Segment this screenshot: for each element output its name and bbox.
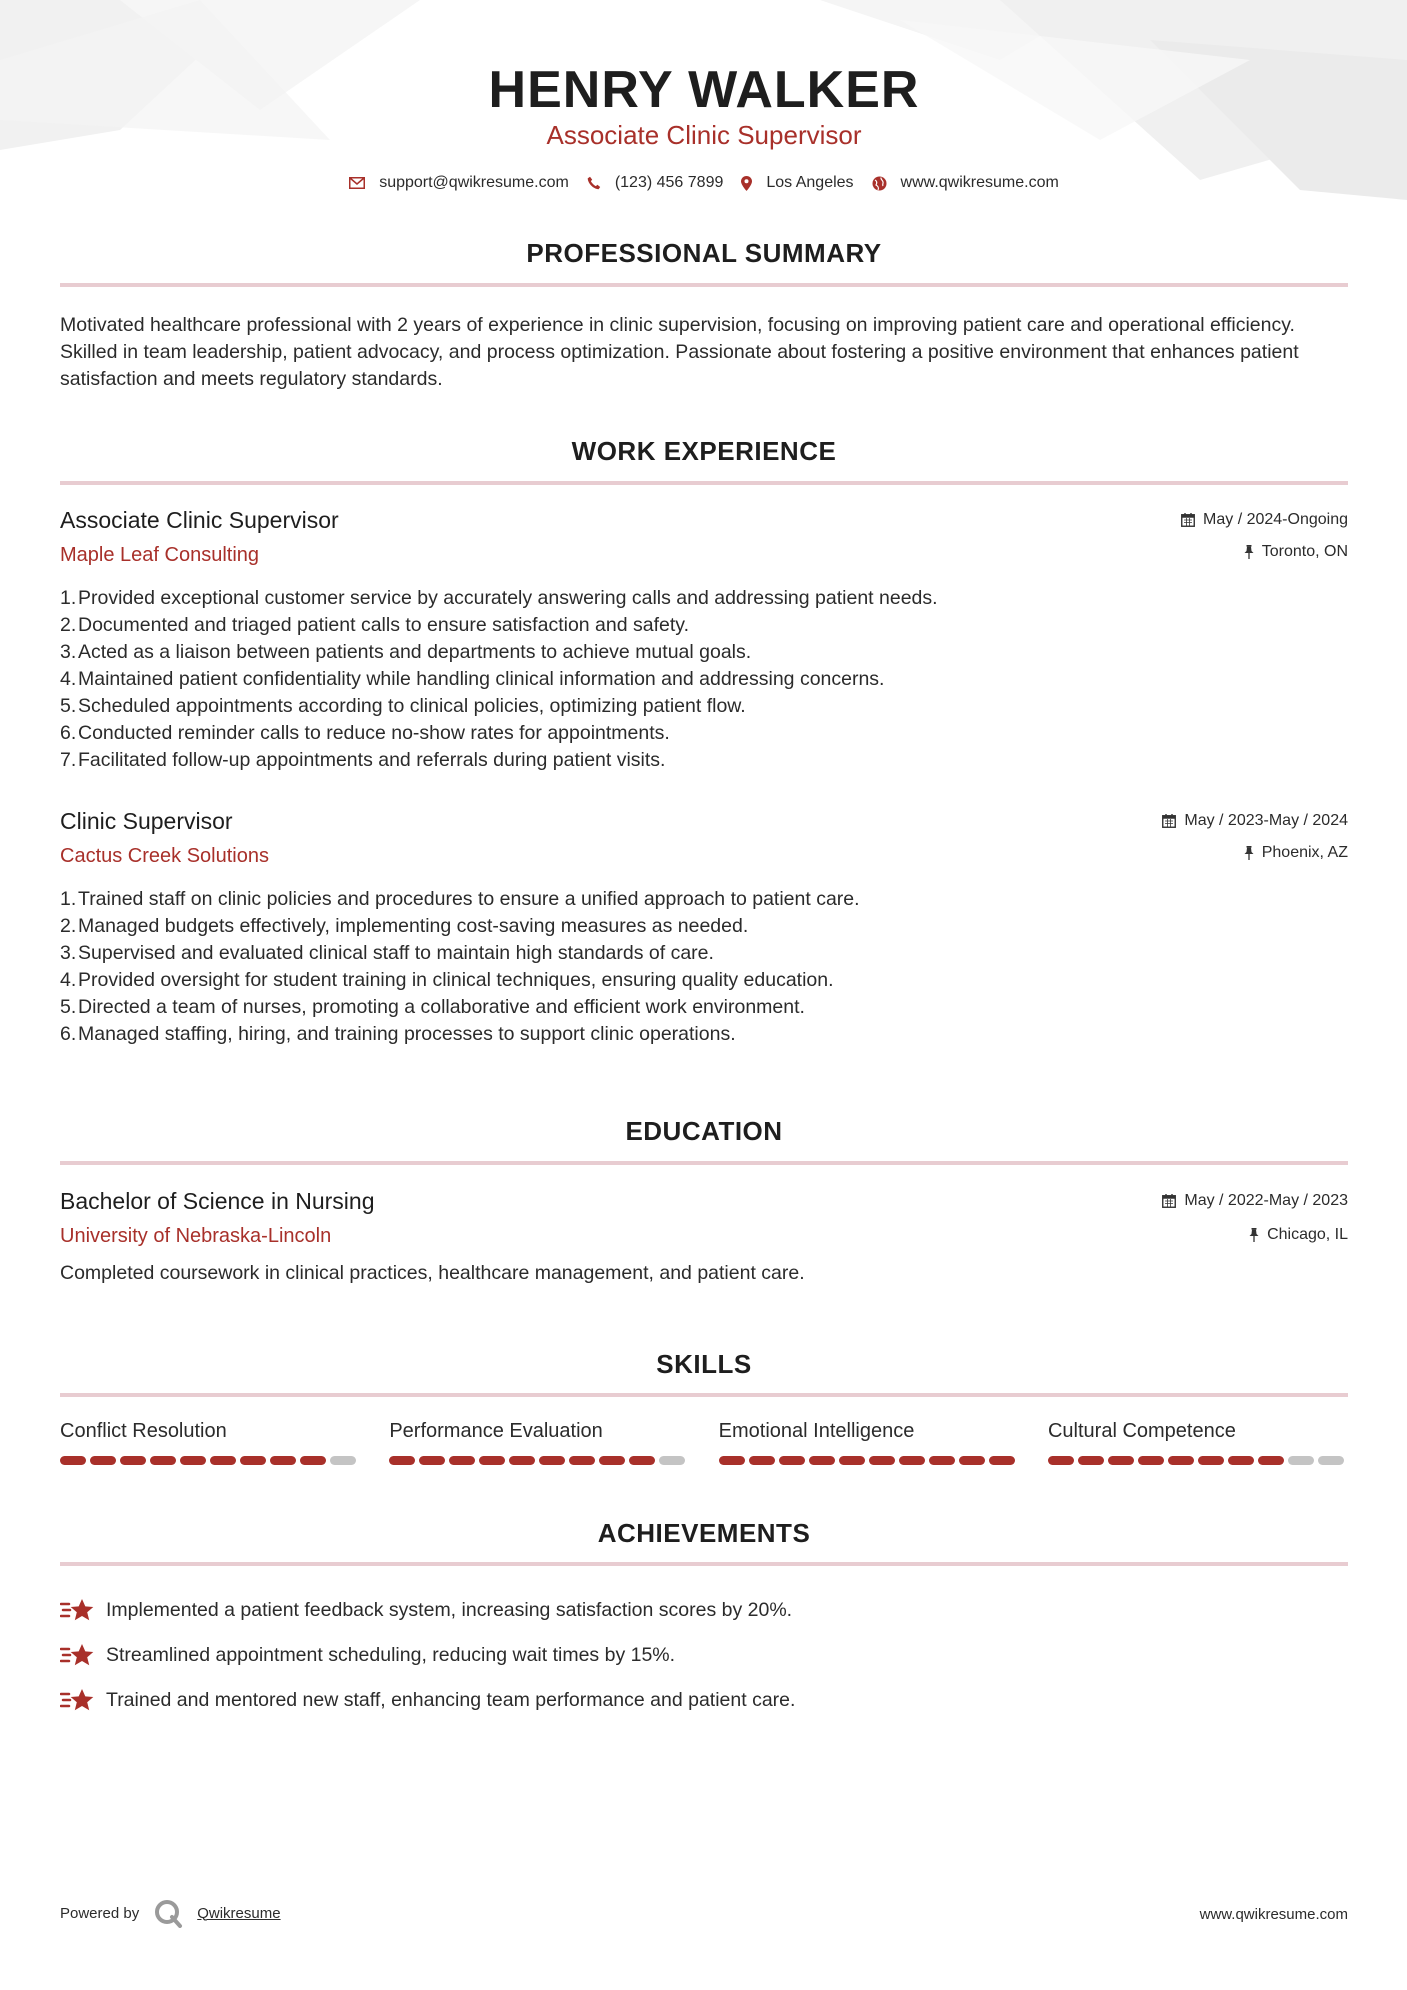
- star-icon: [60, 1686, 96, 1716]
- skill-segment-filled: [749, 1456, 775, 1465]
- achievements-list: [60, 1588, 1348, 1723]
- skill-segment-filled: [120, 1456, 146, 1465]
- list-item: 3. Acted as a liaison between patients and departments to achieve mutual goals.: [60, 639, 1348, 666]
- skill-item: [389, 1420, 689, 1465]
- education-date: [1162, 1192, 1348, 1210]
- bullet-text: Managed budgets effectively, implementing cost-saving measures as needed.: [78, 915, 749, 937]
- skill-segment-filled: [180, 1456, 206, 1465]
- star-icon: [60, 1596, 96, 1626]
- skill-rating-bar: [60, 1456, 360, 1465]
- achievement-text: Trained and mentored new staff, enhancing team performance and patient care.: [106, 1689, 796, 1711]
- contact-website-text: www.qwikresume.com: [900, 174, 1059, 191]
- list-item: 4. Maintained patient confidentiality while handling clinical information and addressing concerns.: [60, 666, 1348, 693]
- achievement-text: Implemented a patient feedback system, increasing satisfaction scores by 20%.: [106, 1599, 793, 1621]
- contact-website[interactable]: [872, 174, 1059, 192]
- job-company: Maple Leaf Consulting: [60, 544, 260, 566]
- footer-website[interactable]: www.qwikresume.com: [1199, 1906, 1348, 1923]
- pushpin-icon: [1244, 545, 1254, 559]
- list-item: 5. Directed a team of nurses, promoting a collaborative and efficient work environment.: [60, 994, 1348, 1021]
- list-item: [60, 1588, 1348, 1633]
- skill-segment-filled: [449, 1456, 475, 1465]
- contact-email-text: support@qwikresume.com: [379, 174, 569, 191]
- bullet-text: Maintained patient confidentiality while handling clinical information and addressing concerns.: [78, 668, 885, 690]
- education-entry: [60, 1188, 1348, 1298]
- list-item: [60, 1678, 1348, 1723]
- pushpin-icon: [1249, 1228, 1259, 1242]
- education-school: University of Nebraska-Lincoln: [60, 1225, 332, 1247]
- skill-segment-filled: [989, 1456, 1015, 1465]
- skill-item: [60, 1420, 360, 1465]
- experience-heading: WORK EXPERIENCE: [571, 436, 837, 466]
- skill-segment-filled: [1258, 1456, 1284, 1465]
- bullet-text: Provided oversight for student training in clinical techniques, ensuring quality education.: [78, 969, 834, 991]
- skill-rating-bar: [1048, 1456, 1348, 1465]
- skill-segment-filled: [509, 1456, 535, 1465]
- job-title: Associate Clinic Supervisor: [60, 507, 339, 533]
- skill-name: Conflict Resolution: [60, 1420, 227, 1442]
- skills-heading: SKILLS: [656, 1349, 752, 1379]
- education-heading: EDUCATION: [625, 1116, 783, 1146]
- list-item: 2. Documented and triaged patient calls to ensure satisfaction and safety.: [60, 612, 1348, 639]
- education-divider: [60, 1161, 1348, 1165]
- skill-segment-empty: [1318, 1456, 1344, 1465]
- bullet-text: Acted as a liaison between patients and departments to achieve mutual goals.: [78, 641, 752, 663]
- list-item: 4. Provided oversight for student training in clinical techniques, ensuring quality education.: [60, 967, 1348, 994]
- contact-phone-text: (123) 456 7899: [614, 174, 724, 191]
- list-item: 5. Scheduled appointments according to clinical policies, optimizing patient flow.: [60, 693, 1348, 720]
- contact-location-text: Los Angeles: [766, 174, 854, 191]
- contact-location: [741, 174, 853, 192]
- skill-segment-filled: [959, 1456, 985, 1465]
- summary-text: Motivated healthcare professional with 2 years of experience in clinic supervision, focusing on improving patient care and operational efficiency. Skilled in team leadership, patient advocacy, and process optimization. Passionate about fostering a positive environment that enhances patient satisfaction and meets regulatory standards.: [60, 314, 1299, 390]
- skill-segment-filled: [1228, 1456, 1254, 1465]
- skill-name: Cultural Competence: [1047, 1420, 1236, 1442]
- map-pin-icon: [741, 176, 752, 191]
- experience-divider: [60, 481, 1348, 485]
- calendar-icon: [1162, 1194, 1176, 1208]
- education-degree: Bachelor of Science in Nursing: [60, 1188, 375, 1214]
- education-location: [1249, 1226, 1348, 1244]
- skill-name: Emotional Intelligence: [718, 1420, 915, 1442]
- skills-list: [60, 1420, 1348, 1465]
- job-bullet-list: [60, 886, 1348, 1048]
- skill-segment-filled: [270, 1456, 296, 1465]
- list-item: 1. Provided exceptional customer service by accurately answering calls and addressing patient needs.: [60, 585, 1348, 612]
- job-date-text: May / 2023-May / 2024: [1184, 812, 1348, 829]
- education-date-text: May / 2022-May / 2023: [1184, 1192, 1348, 1209]
- skill-segment-filled: [599, 1456, 625, 1465]
- qwikresume-logo-icon: [153, 1898, 183, 1928]
- achievements-divider: [60, 1562, 1348, 1566]
- skill-segment-filled: [479, 1456, 505, 1465]
- job-date-text: May / 2024-Ongoing: [1203, 511, 1348, 528]
- job-company: Cactus Creek Solutions: [60, 845, 269, 867]
- bullet-text: Documented and triaged patient calls to ensure satisfaction and safety.: [78, 614, 690, 636]
- skill-item: [1048, 1420, 1348, 1465]
- candidate-name: HENRY WALKER: [488, 61, 920, 119]
- skill-segment-filled: [629, 1456, 655, 1465]
- skill-segment-filled: [90, 1456, 116, 1465]
- skill-segment-filled: [569, 1456, 595, 1465]
- skill-rating-bar: [719, 1456, 1019, 1465]
- skill-segment-filled: [1198, 1456, 1224, 1465]
- bullet-text: Provided exceptional customer service by accurately answering calls and addressing patient needs.: [78, 587, 938, 609]
- bullet-text: Scheduled appointments according to clinical policies, optimizing patient flow.: [78, 695, 746, 717]
- skill-segment-filled: [809, 1456, 835, 1465]
- job-date: [1181, 511, 1348, 529]
- skill-segment-filled: [779, 1456, 805, 1465]
- skill-rating-bar: [389, 1456, 689, 1465]
- education-description: Completed coursework in clinical practices, healthcare management, and patient care.: [60, 1262, 805, 1284]
- skill-segment-filled: [60, 1456, 86, 1465]
- job-title: Clinic Supervisor: [60, 808, 233, 834]
- calendar-icon: [1181, 513, 1195, 527]
- job-entry: [60, 808, 1348, 1068]
- skill-segment-filled: [869, 1456, 895, 1465]
- skill-segment-filled: [240, 1456, 266, 1465]
- calendar-icon: [1162, 814, 1176, 828]
- skill-name: Performance Evaluation: [389, 1420, 603, 1442]
- list-item: 7. Facilitated follow-up appointments and referrals during patient visits.: [60, 747, 1348, 774]
- job-location: [1244, 543, 1348, 561]
- list-item: 3. Supervised and evaluated clinical staff to maintain high standards of care.: [60, 940, 1348, 967]
- skill-segment-filled: [839, 1456, 865, 1465]
- skill-segment-filled: [210, 1456, 236, 1465]
- job-location-text: Toronto, ON: [1261, 543, 1348, 560]
- skill-segment-filled: [899, 1456, 925, 1465]
- powered-by-label: Powered by: [60, 1904, 140, 1922]
- candidate-role: Associate Clinic Supervisor: [546, 120, 862, 150]
- skill-segment-filled: [1108, 1456, 1134, 1465]
- skill-segment-filled: [419, 1456, 445, 1465]
- contact-email[interactable]: [349, 174, 569, 192]
- list-item: 6. Conducted reminder calls to reduce no-show rates for appointments.: [60, 720, 1348, 747]
- contact-bar: [60, 174, 1348, 192]
- footer-brand-link[interactable]: Qwikresume: [197, 1904, 281, 1922]
- bullet-text: Supervised and evaluated clinical staff to maintain high standards of care.: [78, 942, 714, 964]
- envelope-icon: [349, 177, 365, 189]
- skill-segment-filled: [539, 1456, 565, 1465]
- achievement-text: Streamlined appointment scheduling, reducing wait times by 15%.: [106, 1644, 676, 1666]
- job-location: [1244, 844, 1348, 862]
- list-item: 6. Managed staffing, hiring, and training processes to support clinic operations.: [60, 1021, 1348, 1048]
- bullet-text: Trained staff on clinic policies and procedures to ensure a unified approach to patient care.: [78, 888, 860, 910]
- globe-icon: [872, 176, 887, 191]
- skill-segment-filled: [1168, 1456, 1194, 1465]
- job-location-text: Phoenix, AZ: [1261, 844, 1348, 861]
- bullet-text: Facilitated follow-up appointments and referrals during patient visits.: [78, 749, 666, 771]
- footer-powered-by: [60, 1898, 281, 1928]
- bullet-text: Directed a team of nurses, promoting a collaborative and efficient work environment.: [78, 996, 805, 1018]
- skill-segment-filled: [929, 1456, 955, 1465]
- skill-segment-empty: [659, 1456, 685, 1465]
- summary-divider: [60, 283, 1348, 287]
- list-item: 2. Managed budgets effectively, implementing cost-saving measures as needed.: [60, 913, 1348, 940]
- skill-segment-empty: [1288, 1456, 1314, 1465]
- summary-heading: PROFESSIONAL SUMMARY: [526, 238, 882, 268]
- phone-icon: [587, 176, 601, 190]
- star-icon: [60, 1641, 96, 1671]
- skill-item: [719, 1420, 1019, 1465]
- skill-segment-filled: [1138, 1456, 1164, 1465]
- skill-segment-filled: [719, 1456, 745, 1465]
- list-item: [60, 1633, 1348, 1678]
- skill-segment-filled: [1048, 1456, 1074, 1465]
- job-date: [1162, 812, 1348, 830]
- resume-page: [60, 0, 1348, 1990]
- skill-segment-filled: [150, 1456, 176, 1465]
- skills-divider: [60, 1393, 1348, 1397]
- list-item: 1. Trained staff on clinic policies and procedures to ensure a unified approach to patient care.: [60, 886, 1348, 913]
- skill-segment-filled: [300, 1456, 326, 1465]
- bullet-text: Conducted reminder calls to reduce no-show rates for appointments.: [78, 722, 670, 744]
- achievements-heading: ACHIEVEMENTS: [597, 1518, 811, 1548]
- job-bullet-list: [60, 585, 1348, 774]
- skill-segment-filled: [1078, 1456, 1104, 1465]
- skill-segment-empty: [330, 1456, 356, 1465]
- skill-segment-filled: [389, 1456, 415, 1465]
- pushpin-icon: [1244, 846, 1254, 860]
- contact-phone[interactable]: [587, 174, 724, 192]
- education-location-text: Chicago, IL: [1267, 1226, 1348, 1243]
- bullet-text: Managed staffing, hiring, and training processes to support clinic operations.: [78, 1023, 736, 1045]
- job-entry: [60, 507, 1348, 787]
